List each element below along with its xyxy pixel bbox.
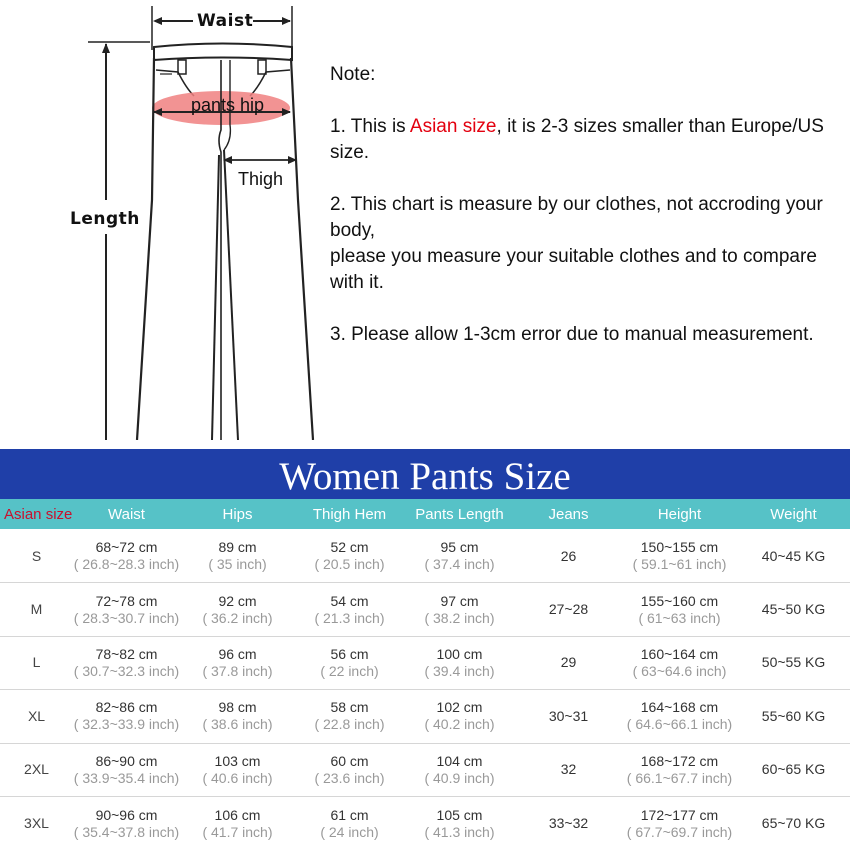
waist-cell-value: 82~86 cm (95, 699, 158, 716)
pants-length-cell (404, 690, 515, 742)
jeans-cell-value: 33~32 (548, 815, 589, 832)
weight-cell-value: 60~65 KG (761, 761, 826, 778)
thigh-hem-cell (295, 637, 404, 689)
thigh-hem-cell-value: 56 cm (330, 645, 369, 662)
table-row (0, 797, 850, 850)
hips-cell (180, 637, 295, 689)
waist-cell-value: 90~96 cm (95, 806, 158, 823)
height-cell (622, 530, 737, 582)
header-pants-length: Pants Length (415, 505, 504, 523)
hips-cell (180, 690, 295, 742)
pants-length-cell-value: 97 cm (440, 592, 479, 609)
thigh-hem-cell-inch: ( 21.3 inch) (314, 609, 385, 626)
thigh-hem-cell-value: 52 cm (330, 539, 369, 556)
thigh-hem-cell-value: 60 cm (330, 752, 369, 769)
pants-length-cell-value: 95 cm (440, 539, 479, 556)
jeans-cell-value: 30~31 (548, 707, 589, 724)
thigh-hem-cell (295, 530, 404, 582)
pants-length-cell-inch: ( 38.2 inch) (424, 609, 495, 626)
jeans-cell-value: 29 (560, 654, 577, 671)
waist-cell-inch: ( 35.4~37.8 inch) (73, 823, 180, 840)
size-cell-value: L (32, 654, 41, 671)
weight-cell (737, 583, 850, 635)
banner-title: Women Pants Size (279, 455, 571, 498)
pants-length-cell-value: 104 cm (436, 752, 483, 769)
jeans-cell (515, 530, 622, 582)
pants-length-cell-value: 102 cm (436, 699, 483, 716)
header-waist: Waist (108, 505, 145, 523)
pants-length-cell (404, 530, 515, 582)
size-table-header (0, 499, 850, 529)
waist-cell-value: 68~72 cm (95, 539, 158, 556)
waist-label: Waist (197, 11, 254, 31)
table-row (0, 530, 850, 583)
waist-cell-value: 78~82 cm (95, 645, 158, 662)
table-row (0, 744, 850, 797)
hips-cell-value: 92 cm (218, 592, 257, 609)
size-cell (0, 583, 73, 635)
weight-cell (737, 530, 850, 582)
jeans-cell-value: 26 (560, 547, 577, 564)
note-1-prefix: 1. This is (330, 116, 410, 137)
size-cell-value: 2XL (24, 761, 49, 778)
pants-outline-illustration (0, 0, 330, 440)
height-cell (622, 583, 737, 635)
jeans-cell (515, 744, 622, 796)
hips-cell-inch: ( 37.8 inch) (202, 662, 273, 679)
weight-cell-value: 50~55 KG (761, 654, 826, 671)
size-cell-value: M (30, 601, 43, 618)
thigh-hem-cell-inch: ( 22 inch) (320, 662, 379, 679)
pants-length-cell-inch: ( 39.4 inch) (424, 662, 495, 679)
header-thigh-hem: Thigh Hem (312, 505, 387, 523)
header-height: Height (657, 505, 702, 523)
size-table-body (0, 530, 850, 850)
jeans-cell (515, 583, 622, 635)
size-cell-value: S (31, 547, 42, 564)
header-asian-size: Asian size (4, 505, 73, 523)
weight-cell (737, 744, 850, 796)
waist-cell (73, 744, 180, 796)
size-cell (0, 744, 73, 796)
waist-cell (73, 690, 180, 742)
jeans-cell (515, 797, 622, 850)
size-cell (0, 797, 73, 850)
header-weight: Weight (770, 505, 817, 523)
note-2 (330, 192, 840, 296)
table-row (0, 690, 850, 743)
pants-length-cell (404, 744, 515, 796)
pants-length-cell-value: 100 cm (436, 645, 483, 662)
hips-cell-value: 106 cm (214, 806, 261, 823)
hips-cell-inch: ( 38.6 inch) (202, 716, 273, 733)
height-cell-inch: ( 59.1~61 inch) (632, 556, 727, 573)
height-cell-value: 150~155 cm (640, 539, 719, 556)
length-label: Length (70, 209, 140, 229)
weight-cell-value: 55~60 KG (761, 707, 826, 724)
height-cell-value: 164~168 cm (640, 699, 719, 716)
thigh-label: Thigh (238, 169, 284, 189)
notes-heading: Note: (330, 64, 376, 85)
pants-length-cell-value: 105 cm (436, 806, 483, 823)
pants-length-cell (404, 583, 515, 635)
hips-cell-inch: ( 41.7 inch) (202, 823, 273, 840)
hips-cell-value: 98 cm (218, 699, 257, 716)
table-row (0, 583, 850, 636)
jeans-cell-value: 32 (560, 761, 577, 778)
thigh-hem-cell-value: 54 cm (330, 592, 369, 609)
size-cell (0, 637, 73, 689)
pants-length-cell (404, 797, 515, 850)
hips-cell (180, 744, 295, 796)
waist-cell (73, 530, 180, 582)
pants-length-cell-inch: ( 37.4 inch) (424, 556, 495, 573)
waist-cell (73, 583, 180, 635)
height-cell (622, 797, 737, 850)
note-1 (330, 114, 840, 166)
hips-cell-inch: ( 40.6 inch) (202, 769, 273, 786)
thigh-hem-cell (295, 797, 404, 850)
weight-cell-value: 45~50 KG (761, 601, 826, 618)
pants-length-cell (404, 637, 515, 689)
note-3: 3. Please allow 1-3cm error due to manual measurement. (330, 324, 814, 345)
height-cell (622, 637, 737, 689)
waist-cell-inch: ( 32.3~33.9 inch) (73, 716, 180, 733)
hips-cell-value: 96 cm (218, 645, 257, 662)
pants-hip-label: pants hip (191, 95, 265, 115)
header-hips: Hips (222, 505, 253, 523)
jeans-cell (515, 690, 622, 742)
note-2-line-1: 2. This chart is measure by our clothes, not accroding your body, (330, 194, 823, 241)
jeans-cell-value: 27~28 (548, 601, 589, 618)
height-cell-inch: ( 61~63 inch) (638, 609, 721, 626)
thigh-hem-cell-inch: ( 23.6 inch) (314, 769, 385, 786)
pants-length-cell-inch: ( 40.2 inch) (424, 716, 495, 733)
waist-cell-inch: ( 30.7~32.3 inch) (73, 662, 180, 679)
height-cell-inch: ( 67.7~69.7 inch) (626, 823, 733, 840)
thigh-hem-cell (295, 583, 404, 635)
waist-cell-inch: ( 28.3~30.7 inch) (73, 609, 180, 626)
weight-cell (737, 637, 850, 689)
thigh-hem-cell (295, 744, 404, 796)
size-cell-value: 3XL (24, 815, 49, 832)
height-cell (622, 744, 737, 796)
hips-cell-inch: ( 35 inch) (208, 556, 267, 573)
hips-cell (180, 797, 295, 850)
height-cell (622, 690, 737, 742)
weight-cell-value: 65~70 KG (761, 815, 826, 832)
height-cell-value: 168~172 cm (640, 752, 719, 769)
size-cell (0, 690, 73, 742)
header-jeans: Jeans (548, 505, 589, 523)
weight-cell-value: 40~45 KG (761, 547, 826, 564)
table-row (0, 637, 850, 690)
size-chart-banner (0, 449, 850, 499)
waist-cell-inch: ( 26.8~28.3 inch) (73, 556, 180, 573)
thigh-hem-cell-inch: ( 22.8 inch) (314, 716, 385, 733)
height-cell-inch: ( 63~64.6 inch) (632, 662, 727, 679)
thigh-hem-cell (295, 690, 404, 742)
jeans-cell (515, 637, 622, 689)
hips-cell (180, 530, 295, 582)
size-notes (330, 62, 840, 374)
waist-cell-value: 72~78 cm (95, 592, 158, 609)
thigh-hem-cell-value: 61 cm (330, 806, 369, 823)
note-1-suffix: , it is 2-3 sizes smaller than Europe/US size. (330, 116, 824, 163)
height-cell-inch: ( 66.1~67.7 inch) (626, 769, 733, 786)
height-cell-value: 160~164 cm (640, 645, 719, 662)
thigh-hem-cell-inch: ( 20.5 inch) (314, 556, 385, 573)
note-2-line-2: please you measure your suitable clothes and to compare with it. (330, 246, 817, 293)
height-cell-inch: ( 64.6~66.1 inch) (626, 716, 733, 733)
hips-cell-value: 103 cm (214, 752, 261, 769)
waist-cell (73, 797, 180, 850)
hips-cell (180, 583, 295, 635)
height-cell-value: 155~160 cm (640, 592, 719, 609)
weight-cell (737, 797, 850, 850)
waist-cell-inch: ( 33.9~35.4 inch) (73, 769, 180, 786)
pants-length-cell-inch: ( 41.3 inch) (424, 823, 495, 840)
hips-cell-value: 89 cm (218, 539, 257, 556)
pants-diagram (0, 0, 330, 440)
waist-cell-value: 86~90 cm (95, 752, 158, 769)
asian-size-highlight: Asian size (409, 116, 497, 137)
thigh-hem-cell-value: 58 cm (330, 699, 369, 716)
thigh-hem-cell-inch: ( 24 inch) (320, 823, 379, 840)
waist-cell (73, 637, 180, 689)
weight-cell (737, 690, 850, 742)
size-cell-value: XL (27, 707, 46, 724)
pants-length-cell-inch: ( 40.9 inch) (424, 769, 495, 786)
hips-cell-inch: ( 36.2 inch) (202, 609, 273, 626)
size-cell (0, 530, 73, 582)
height-cell-value: 172~177 cm (640, 806, 719, 823)
